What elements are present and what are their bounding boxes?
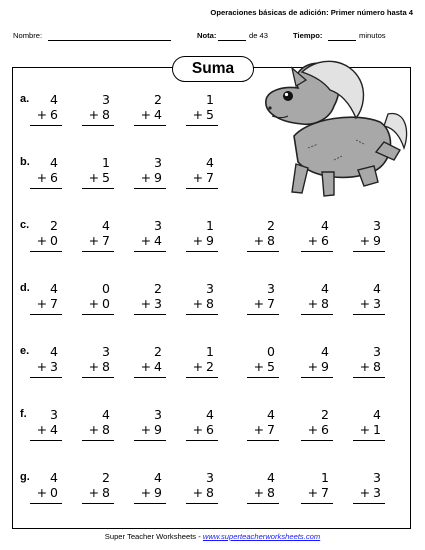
plus-sign: +	[36, 296, 48, 311]
addend-top: 1	[102, 155, 110, 170]
addend-top: 3	[206, 281, 214, 296]
answer-line	[247, 440, 279, 441]
info-line	[13, 31, 413, 43]
addend-bottom: 6	[50, 107, 58, 122]
addend-bottom: 8	[102, 107, 110, 122]
addend-bottom: 3	[373, 296, 381, 311]
addend-bottom-line	[141, 359, 162, 374]
addend-bottom-line	[308, 485, 329, 500]
addend-bottom-line	[193, 107, 214, 122]
answer-line	[82, 377, 114, 378]
row-label: b.	[20, 156, 30, 168]
plus-sign: +	[88, 485, 100, 500]
answer-line	[353, 377, 385, 378]
addend-bottom: 9	[154, 422, 162, 437]
addend-top: 4	[206, 407, 214, 422]
addend-bottom: 5	[206, 107, 214, 122]
footer-url[interactable]: www.superteacherworksheets.com	[202, 532, 321, 541]
addend-bottom-line	[141, 296, 162, 311]
pony-illustration	[238, 52, 414, 202]
addend-bottom-line	[308, 422, 329, 437]
addend-top: 3	[154, 155, 162, 170]
row-label: a.	[20, 93, 30, 105]
addend-bottom-line	[37, 359, 58, 374]
addend-bottom: 4	[154, 233, 162, 248]
addend-top: 2	[267, 218, 275, 233]
answer-line	[301, 503, 333, 504]
plus-sign: +	[359, 233, 371, 248]
addend-bottom-line	[89, 485, 110, 500]
addend-bottom-line	[193, 359, 214, 374]
answer-line	[134, 503, 166, 504]
worksheet-title: Operaciones básicas de adición: Primer número hasta 4	[210, 8, 413, 17]
addend-bottom: 7	[267, 422, 275, 437]
answer-line	[247, 314, 279, 315]
addend-bottom-line	[89, 170, 110, 185]
addend-bottom: 6	[206, 422, 214, 437]
addend-bottom: 9	[321, 359, 329, 374]
addend-bottom-line	[141, 170, 162, 185]
answer-line	[134, 188, 166, 189]
addend-bottom-line	[37, 422, 58, 437]
plus-sign: +	[88, 359, 100, 374]
addend-top: 3	[50, 407, 58, 422]
addend-bottom-line	[193, 422, 214, 437]
addend-bottom-line	[308, 359, 329, 374]
addend-bottom: 4	[50, 422, 58, 437]
addend-bottom: 6	[321, 233, 329, 248]
plus-sign: +	[192, 359, 204, 374]
pony-leg	[292, 164, 308, 193]
answer-line	[134, 125, 166, 126]
plus-sign: +	[140, 233, 152, 248]
addend-bottom-line	[141, 233, 162, 248]
answer-line	[30, 377, 62, 378]
addend-bottom-line	[254, 359, 275, 374]
addend-top: 4	[154, 470, 162, 485]
plus-sign: +	[253, 485, 265, 500]
answer-line	[353, 251, 385, 252]
footer	[0, 532, 425, 541]
answer-line	[186, 314, 218, 315]
addend-top: 4	[373, 407, 381, 422]
plus-sign: +	[359, 296, 371, 311]
answer-line	[30, 125, 62, 126]
footer-separator: -	[196, 532, 203, 541]
addend-bottom: 6	[50, 170, 58, 185]
addend-bottom: 0	[50, 233, 58, 248]
addend-top: 4	[267, 407, 275, 422]
addend-top: 3	[102, 92, 110, 107]
name-blank[interactable]	[48, 40, 171, 41]
pony-eye	[283, 91, 293, 101]
answer-line	[82, 251, 114, 252]
addend-bottom-line	[254, 233, 275, 248]
addend-top: 4	[102, 407, 110, 422]
addend-top: 4	[102, 218, 110, 233]
addend-bottom: 8	[267, 233, 275, 248]
addend-bottom-line	[254, 296, 275, 311]
addend-bottom: 8	[102, 422, 110, 437]
plus-sign: +	[307, 485, 319, 500]
addend-bottom: 8	[373, 359, 381, 374]
answer-line	[82, 314, 114, 315]
addend-bottom: 1	[373, 422, 381, 437]
answer-line	[247, 251, 279, 252]
addend-bottom: 3	[373, 485, 381, 500]
plus-sign: +	[88, 296, 100, 311]
plus-sign: +	[359, 422, 371, 437]
addend-top: 2	[50, 218, 58, 233]
plus-sign: +	[307, 233, 319, 248]
answer-line	[186, 503, 218, 504]
plus-sign: +	[36, 170, 48, 185]
answer-line	[186, 125, 218, 126]
addend-bottom-line	[193, 170, 214, 185]
answer-line	[82, 503, 114, 504]
addend-top: 3	[102, 344, 110, 359]
addend-bottom-line	[37, 170, 58, 185]
plus-sign: +	[140, 485, 152, 500]
addend-top: 4	[50, 92, 58, 107]
plus-sign: +	[140, 107, 152, 122]
answer-line	[301, 314, 333, 315]
addend-bottom: 5	[102, 170, 110, 185]
addend-bottom-line	[308, 233, 329, 248]
addend-top: 3	[206, 470, 214, 485]
pony-nostril	[268, 106, 271, 109]
footer-brand: Super Teacher Worksheets	[104, 532, 197, 541]
addend-top: 4	[321, 218, 329, 233]
answer-line	[353, 314, 385, 315]
plus-sign: +	[253, 233, 265, 248]
addend-top: 3	[373, 470, 381, 485]
addend-bottom: 9	[154, 485, 162, 500]
addend-top: 3	[154, 218, 162, 233]
plus-sign: +	[253, 296, 265, 311]
addend-top: 2	[154, 281, 162, 296]
addend-bottom: 4	[154, 107, 162, 122]
plus-sign: +	[140, 296, 152, 311]
answer-line	[134, 314, 166, 315]
answer-line	[186, 440, 218, 441]
plus-sign: +	[36, 107, 48, 122]
addend-top: 2	[102, 470, 110, 485]
addend-top: 4	[321, 344, 329, 359]
name-label: Nombre:	[13, 31, 43, 40]
plus-sign: +	[36, 485, 48, 500]
addend-bottom: 0	[50, 485, 58, 500]
plus-sign: +	[192, 107, 204, 122]
addend-bottom-line	[193, 296, 214, 311]
addend-bottom: 8	[102, 359, 110, 374]
plus-sign: +	[140, 170, 152, 185]
addend-top: 0	[102, 281, 110, 296]
plus-sign: +	[140, 422, 152, 437]
addend-bottom: 7	[50, 296, 58, 311]
addend-top: 4	[267, 470, 275, 485]
addend-top: 1	[206, 218, 214, 233]
answer-line	[186, 188, 218, 189]
answer-line	[353, 440, 385, 441]
answer-line	[301, 440, 333, 441]
addend-bottom: 8	[267, 485, 275, 500]
pony-eye-highlight	[285, 93, 288, 96]
answer-line	[30, 251, 62, 252]
addend-bottom: 3	[154, 296, 162, 311]
addend-bottom: 8	[102, 485, 110, 500]
addend-bottom-line	[360, 422, 381, 437]
plus-sign: +	[359, 485, 371, 500]
addend-top: 4	[50, 281, 58, 296]
addend-bottom: 9	[154, 170, 162, 185]
addend-bottom-line	[193, 485, 214, 500]
section-title: Suma	[172, 56, 254, 82]
plus-sign: +	[307, 359, 319, 374]
addend-bottom: 8	[321, 296, 329, 311]
addend-top: 1	[206, 344, 214, 359]
addend-top: 4	[206, 155, 214, 170]
addend-bottom: 7	[102, 233, 110, 248]
addend-bottom: 5	[267, 359, 275, 374]
answer-line	[134, 251, 166, 252]
answer-line	[30, 503, 62, 504]
addend-bottom-line	[37, 107, 58, 122]
plus-sign: +	[88, 107, 100, 122]
answer-line	[134, 440, 166, 441]
plus-sign: +	[307, 296, 319, 311]
addend-bottom-line	[141, 107, 162, 122]
addend-bottom: 2	[206, 359, 214, 374]
plus-sign: +	[192, 233, 204, 248]
addend-bottom: 4	[154, 359, 162, 374]
addend-bottom: 8	[206, 485, 214, 500]
score-blank[interactable]	[218, 40, 246, 41]
plus-sign: +	[88, 233, 100, 248]
addend-bottom-line	[360, 359, 381, 374]
row-label: g.	[20, 471, 30, 483]
addend-bottom: 3	[50, 359, 58, 374]
addend-bottom-line	[89, 422, 110, 437]
pony-leg	[358, 166, 378, 186]
addend-bottom-line	[37, 296, 58, 311]
time-blank[interactable]	[328, 40, 356, 41]
plus-sign: +	[36, 359, 48, 374]
addend-top: 0	[267, 344, 275, 359]
addend-bottom: 0	[102, 296, 110, 311]
addend-top: 2	[154, 92, 162, 107]
plus-sign: +	[307, 422, 319, 437]
addend-bottom-line	[360, 233, 381, 248]
addend-bottom-line	[254, 485, 275, 500]
addend-bottom-line	[141, 422, 162, 437]
addend-bottom-line	[89, 107, 110, 122]
score-total: de 43	[249, 31, 269, 40]
time-label: Tiempo:	[293, 31, 323, 40]
plus-sign: +	[192, 296, 204, 311]
addend-bottom-line	[89, 233, 110, 248]
addend-bottom: 8	[206, 296, 214, 311]
addend-top: 4	[50, 155, 58, 170]
plus-sign: +	[88, 422, 100, 437]
answer-line	[301, 377, 333, 378]
answer-line	[247, 377, 279, 378]
addend-top: 2	[154, 344, 162, 359]
answer-line	[30, 188, 62, 189]
plus-sign: +	[253, 422, 265, 437]
plus-sign: +	[192, 422, 204, 437]
addend-top: 3	[373, 344, 381, 359]
addend-bottom: 6	[321, 422, 329, 437]
addend-top: 4	[50, 344, 58, 359]
addend-bottom-line	[360, 485, 381, 500]
answer-line	[247, 503, 279, 504]
addend-bottom: 7	[267, 296, 275, 311]
addend-top: 1	[206, 92, 214, 107]
answer-line	[82, 188, 114, 189]
answer-line	[30, 314, 62, 315]
addend-bottom-line	[308, 296, 329, 311]
addend-bottom-line	[37, 233, 58, 248]
addend-bottom-line	[254, 422, 275, 437]
answer-line	[301, 251, 333, 252]
addend-top: 4	[50, 470, 58, 485]
addend-bottom-line	[141, 485, 162, 500]
addend-top: 1	[321, 470, 329, 485]
time-unit: minutos	[359, 31, 386, 40]
addend-top: 3	[267, 281, 275, 296]
row-label: f.	[20, 408, 27, 420]
plus-sign: +	[140, 359, 152, 374]
pony-leg	[322, 172, 334, 196]
plus-sign: +	[253, 359, 265, 374]
answer-line	[82, 125, 114, 126]
row-label: c.	[20, 219, 30, 231]
answer-line	[30, 440, 62, 441]
answer-line	[134, 377, 166, 378]
plus-sign: +	[359, 359, 371, 374]
addend-bottom-line	[89, 359, 110, 374]
addend-bottom: 7	[321, 485, 329, 500]
row-label: e.	[20, 345, 30, 357]
answer-line	[186, 377, 218, 378]
plus-sign: +	[88, 170, 100, 185]
answer-line	[186, 251, 218, 252]
answer-line	[353, 503, 385, 504]
addend-bottom-line	[360, 296, 381, 311]
addend-bottom-line	[193, 233, 214, 248]
plus-sign: +	[36, 233, 48, 248]
addend-bottom-line	[89, 296, 110, 311]
addend-bottom-line	[37, 485, 58, 500]
answer-line	[82, 440, 114, 441]
plus-sign: +	[192, 170, 204, 185]
addend-top: 4	[321, 281, 329, 296]
addend-top: 2	[321, 407, 329, 422]
addend-top: 3	[373, 218, 381, 233]
score-label: Nota:	[197, 31, 217, 40]
plus-sign: +	[36, 422, 48, 437]
addend-bottom: 9	[373, 233, 381, 248]
addend-top: 3	[154, 407, 162, 422]
addend-bottom: 9	[206, 233, 214, 248]
plus-sign: +	[192, 485, 204, 500]
addend-top: 4	[373, 281, 381, 296]
addend-bottom: 7	[206, 170, 214, 185]
row-label: d.	[20, 282, 30, 294]
